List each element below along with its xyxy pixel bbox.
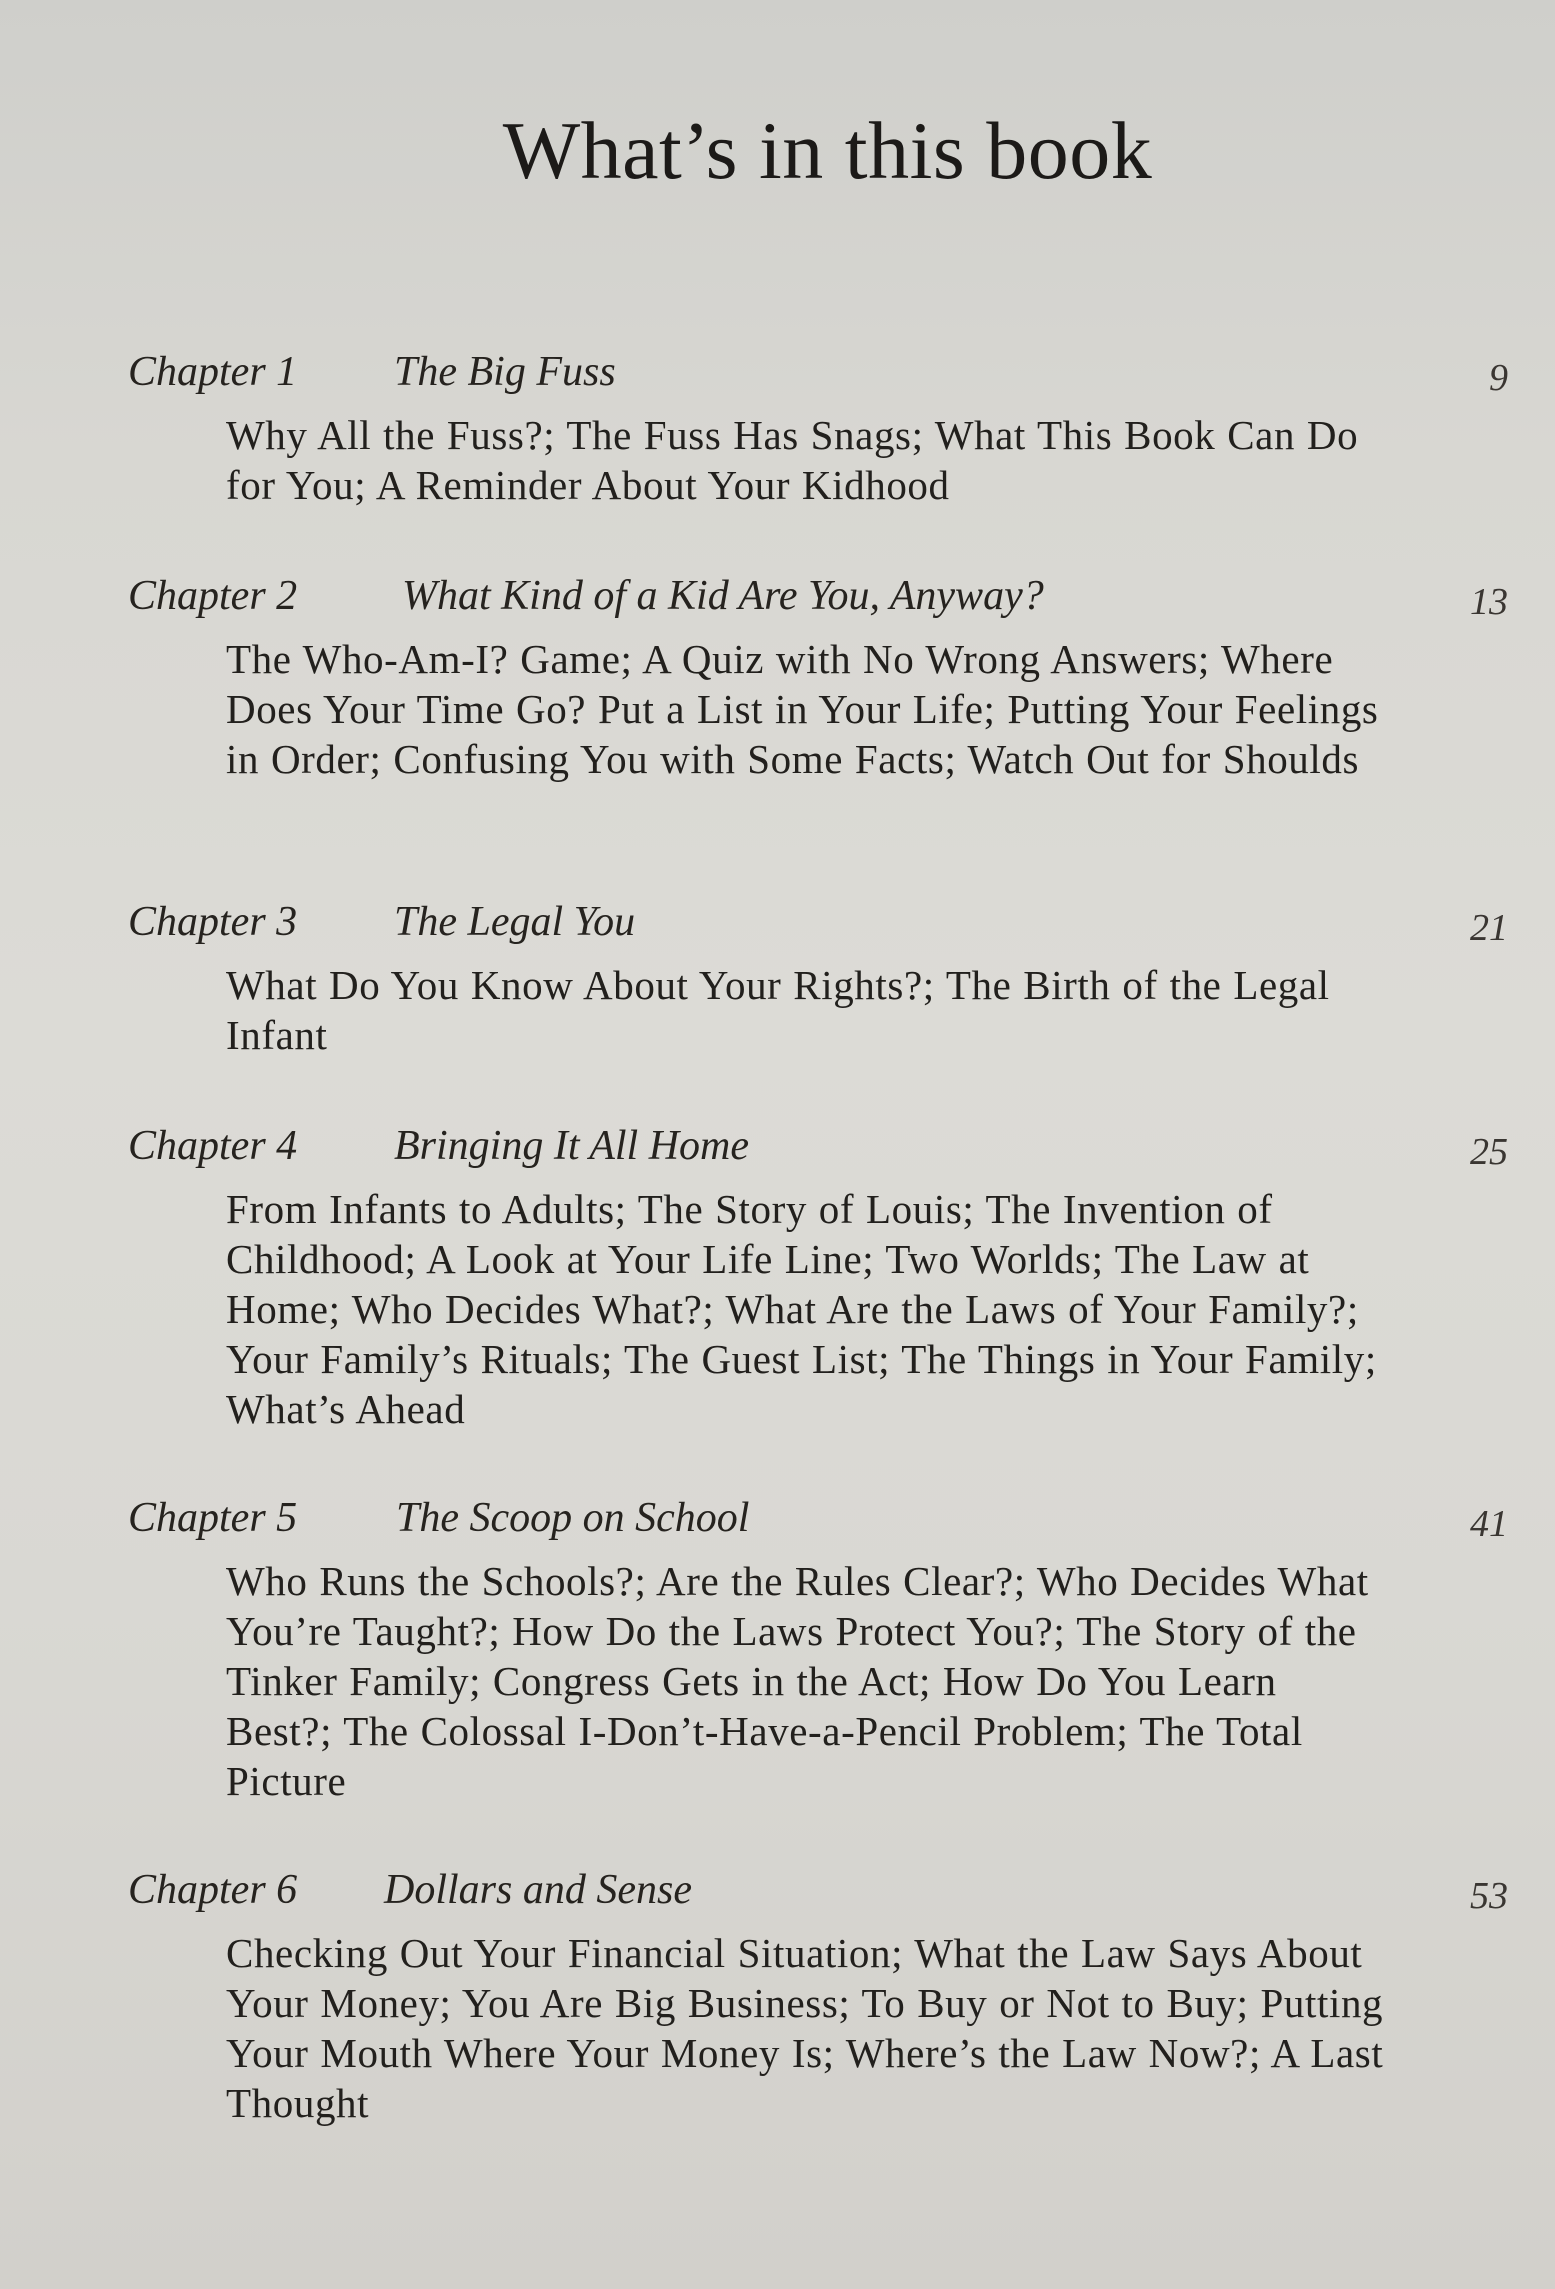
chapter-number: Chapter 3	[128, 899, 298, 945]
chapter-title: Bringing It All Home	[394, 1123, 750, 1169]
chapter-title: The Legal You	[394, 899, 636, 945]
chapter-contents: From Infants to Adults; The Story of Louis; The Invention of Childhood; A Look at Your Life Line; Two Worlds; The Law at Home; Who Decides What?; What Are the Laws of Your Family?; Your Family’s Rituals; The Guest List; The Things in Your Family; What’s Ahead	[226, 1186, 1377, 1432]
chapter-number: Chapter 2	[128, 573, 298, 619]
chapter-contents: Checking Out Your Financial Situation; What the Law Says About Your Money; You Are Big Business; To Buy or Not to Buy; Putting Your Mouth Where Your Money Is; Where’s the Law Now?; A Last Thought	[226, 1930, 1384, 2126]
chapter-page-number: 13	[1470, 581, 1508, 623]
chapter-heading	[128, 572, 1508, 622]
chapter-number: Chapter 4	[128, 1123, 298, 1169]
chapter-heading	[128, 1866, 1508, 1916]
chapter-page-number: 25	[1470, 1131, 1508, 1173]
chapter-heading	[128, 1122, 1508, 1172]
chapter-title: The Big Fuss	[394, 349, 616, 395]
chapter-number: Chapter 1	[128, 349, 298, 395]
page-title: What’s in this book	[502, 105, 1153, 196]
chapter-heading	[128, 348, 1508, 398]
chapter-page-number: 53	[1470, 1875, 1508, 1917]
chapter-contents: What Do You Know About Your Rights?; The Birth of the Legal Infant	[226, 962, 1330, 1058]
chapter-number: Chapter 6	[128, 1867, 298, 1913]
chapter-heading	[128, 1494, 1508, 1544]
chapter-title: Dollars and Sense	[384, 1867, 692, 1913]
chapter-page-number: 9	[1489, 357, 1508, 399]
chapter-page-number: 41	[1470, 1503, 1508, 1545]
chapter-page-number: 21	[1470, 907, 1508, 949]
chapter-title: The Scoop on School	[396, 1495, 750, 1541]
chapter-number: Chapter 5	[128, 1495, 298, 1541]
chapter-contents: The Who-Am-I? Game; A Quiz with No Wrong Answers; Where Does Your Time Go? Put a List in Your Life; Putting Your Feelings in Order; Confusing You with Some Facts; Watch Out for Shoulds	[226, 636, 1379, 782]
chapter-contents: Why All the Fuss?; The Fuss Has Snags; What This Book Can Do for You; A Reminder About Your Kidhood	[226, 412, 1359, 508]
chapter-contents: Who Runs the Schools?; Are the Rules Clear?; Who Decides What You’re Taught?; How Do the Laws Protect You?; The Story of the Tinker Family; Congress Gets in the Act; How Do You Learn Best?; The Colossal I-Don’t-Have-a-Pencil Problem; The Total Picture	[226, 1558, 1369, 1804]
chapter-heading	[128, 898, 1508, 948]
chapter-title: What Kind of a Kid Are You, Anyway?	[402, 573, 1044, 619]
